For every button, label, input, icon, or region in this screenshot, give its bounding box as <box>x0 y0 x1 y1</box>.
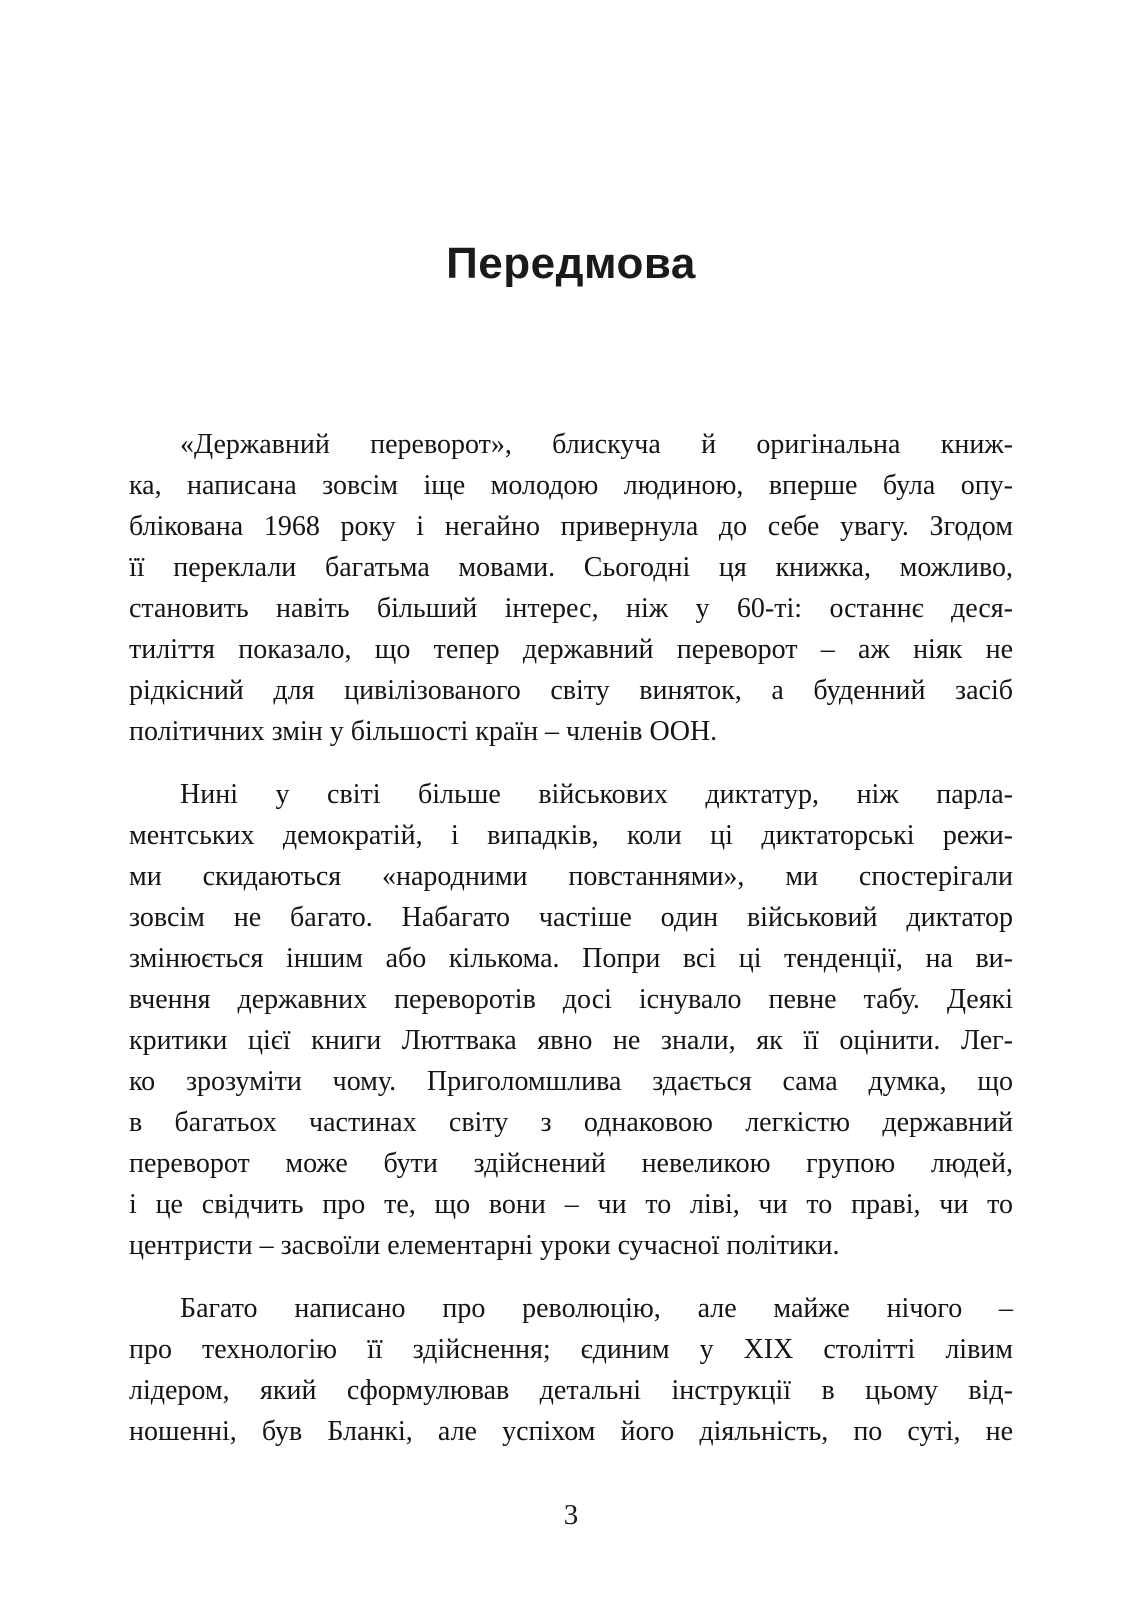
text-line: Нині у світі більше військових диктатур, ніж парла- <box>180 779 1013 810</box>
text-line: лідером, який сформулював детальні інструкції в цьому від- <box>129 1375 1013 1406</box>
text-line: ми скидаються «народними повстаннями», ми спостерігали <box>129 861 1013 892</box>
text-line: Багато написано про революцію, але майже нічого – <box>180 1293 1013 1324</box>
paragraph <box>129 774 1013 1266</box>
page-number: 3 <box>563 1499 579 1531</box>
text-line: центристи – засвоїли елементарні уроки сучасної політики. <box>129 1230 840 1261</box>
page-title: Передмова <box>446 239 696 288</box>
text-line: про технологію її здійснення; єдиним у XIX столітті лівим <box>129 1334 1013 1365</box>
text-line: становить навіть більший інтерес, ніж у 60-ті: останнє деся- <box>129 593 1013 624</box>
text-line: вчення державних переворотів досі існувало певне табу. Деякі <box>129 984 1013 1015</box>
text-line: ментських демократій, і випадків, коли ці диктаторські режи- <box>129 820 1013 851</box>
text-line: блікована 1968 року і негайно привернула до себе увагу. Згодом <box>129 511 1013 542</box>
text-line: і це свідчить про те, що вони – чи то ліві, чи то праві, чи то <box>129 1189 1013 1220</box>
text-line: критики цієї книги Люттвака явно не знали, як її оцінити. Лег- <box>129 1025 1013 1056</box>
paragraph <box>129 1288 1013 1452</box>
text-line: рідкісний для цивілізованого світу виняток, а буденний засіб <box>129 675 1013 706</box>
text-line: переворот може бути здійснений невеликою групою людей, <box>129 1148 1013 1179</box>
text-line: тиліття показало, що тепер державний переворот – аж ніяк не <box>129 634 1013 665</box>
body-text <box>129 424 1013 1452</box>
text-line: ко зрозуміти чому. Приголомшлива здається сама думка, що <box>129 1066 1013 1097</box>
text-line: «Державний переворот», блискуча й оригінальна книж- <box>180 429 1013 460</box>
text-line: ношенні, був Бланкі, але успіхом його діяльність, по суті, не <box>129 1416 1013 1447</box>
text-line: її переклали багатьма мовами. Сьогодні ця книжка, можливо, <box>129 552 1013 583</box>
text-line: в багатьох частинах світу з однаковою легкістю державний <box>129 1107 1013 1138</box>
text-line: ка, написана зовсім іще молодою людиною, вперше була опу- <box>129 470 1013 501</box>
text-line: змінюється іншим або кількома. Попри всі ці тенденції, на ви- <box>129 943 1013 974</box>
text-line: зовсім не багато. Набагато частіше один військовий диктатор <box>129 902 1013 933</box>
paragraph <box>129 424 1013 752</box>
text-line: політичних змін у більшості країн – членів ООН. <box>129 716 718 747</box>
